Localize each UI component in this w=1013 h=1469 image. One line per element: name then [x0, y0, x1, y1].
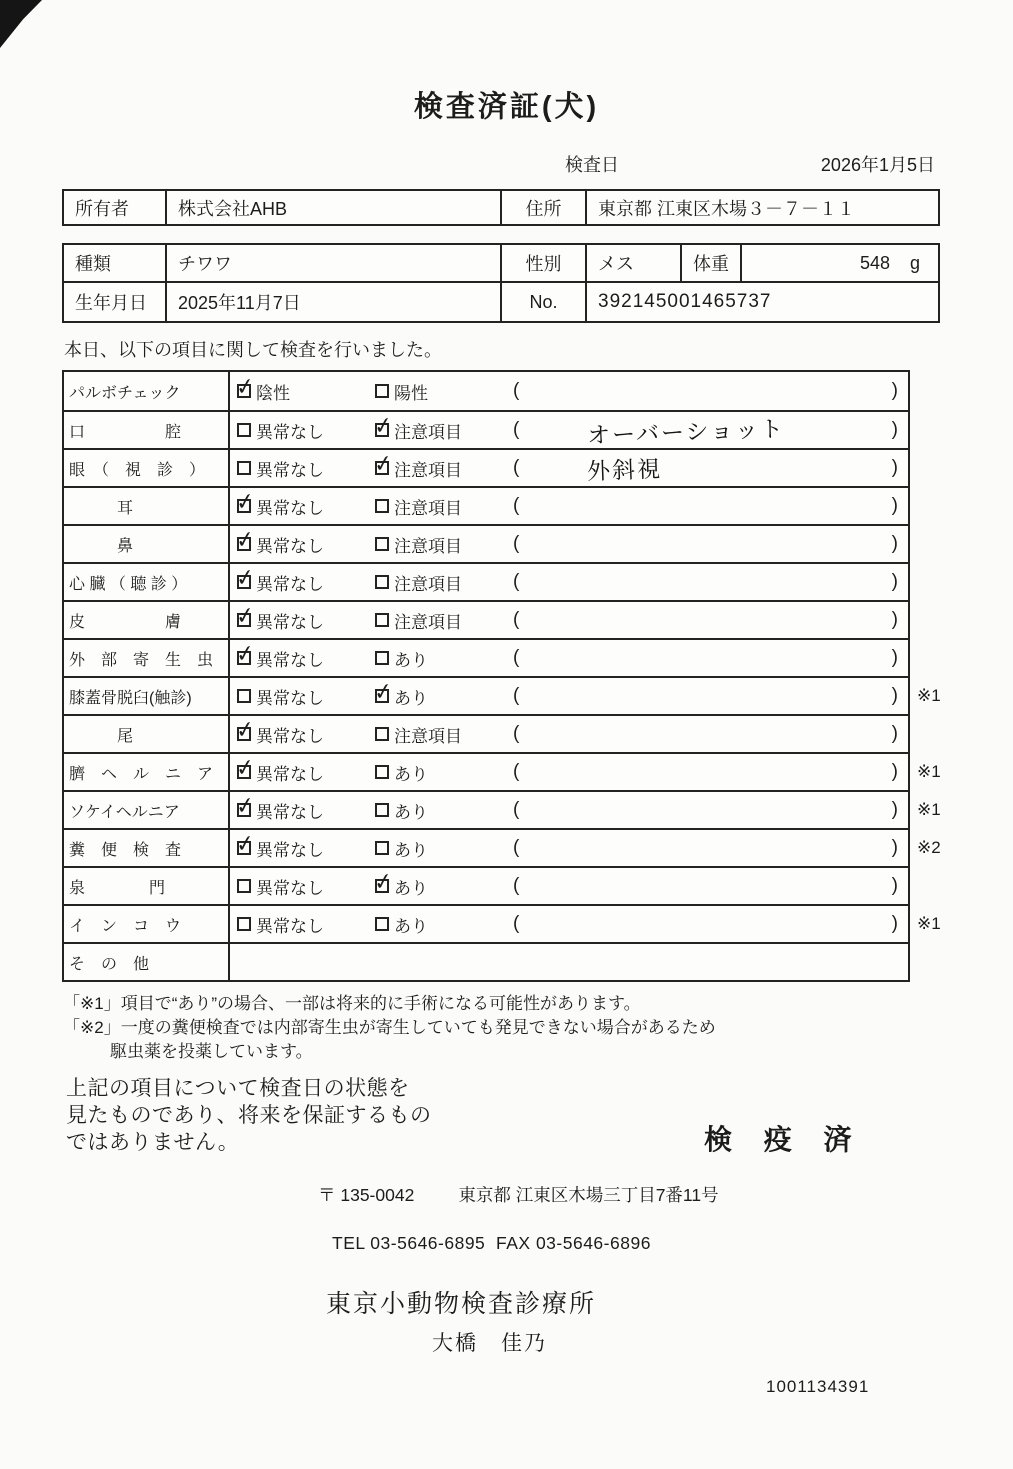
row-label: 鼻: [64, 526, 230, 562]
paren-field: [513, 450, 908, 486]
exam-row: [64, 486, 908, 524]
exam-row: [64, 714, 908, 752]
checkbox: [375, 689, 389, 703]
exam-row: [64, 752, 941, 790]
row-body: [230, 526, 908, 562]
paren-open: (: [513, 685, 520, 706]
owner-table: [62, 189, 940, 226]
weight-unit: g: [909, 252, 920, 273]
exam-option: [237, 912, 375, 937]
exam-option: [237, 798, 375, 823]
address-label: 住所: [502, 191, 587, 224]
clinic-tel-fax: TEL 03-5646-6895 FAX 03-5646-6896: [332, 1233, 651, 1254]
intro-text: 本日、以下の項目に関して検査を行いました。: [64, 340, 442, 360]
exam-row: [64, 904, 941, 942]
checkbox: [375, 917, 389, 931]
exam-row: [64, 790, 941, 828]
row-label: 口 腔: [64, 412, 230, 448]
row-label: ソケイヘルニア: [64, 792, 230, 828]
paren-field: [513, 754, 908, 790]
row-body: [230, 450, 908, 486]
footnote-line: 「※1」項目で“あり”の場合、一部は将来的に手術になる可能性があります。: [63, 994, 641, 1013]
checkbox: [375, 727, 389, 741]
row-label: 臍 ヘ ル ニ ア: [64, 754, 230, 790]
checkbox: [237, 917, 251, 931]
ref-mark: [910, 488, 952, 524]
paren-field: [513, 488, 908, 524]
exam-option: [375, 836, 513, 861]
row-body: [230, 602, 908, 638]
ref-mark: ※1: [917, 686, 941, 705]
option-label: 陰性: [256, 383, 290, 403]
disclaimer-text: [66, 1076, 1013, 1157]
checkbox: [237, 499, 251, 513]
row-label: 尾: [64, 716, 230, 752]
sex-value: メス: [587, 245, 682, 283]
exam-option: [375, 608, 513, 633]
paren-close: ): [891, 723, 898, 744]
paren-close: ): [891, 837, 898, 858]
pet-info-table: [62, 243, 940, 323]
option-label: 注意項目: [394, 460, 462, 480]
page-title: 検査済証(犬): [413, 91, 600, 123]
checkbox: [237, 879, 251, 893]
option-label: 注意項目: [394, 536, 462, 556]
option-label: あり: [394, 916, 428, 936]
exam-option: [375, 494, 513, 519]
clinic-postal-line: [318, 1182, 1013, 1207]
option-label: あり: [394, 802, 428, 822]
exam-row: [64, 638, 908, 676]
row-body: [230, 830, 908, 866]
row-label: 眼 （ 視 診 ）: [64, 450, 230, 486]
owner-value: 株式会社AHB: [167, 191, 502, 224]
checkbox: [237, 613, 251, 627]
paren-field: [513, 716, 908, 752]
disclaimer-line: 上記の項目について検査日の状態を: [66, 1077, 410, 1101]
clinic-address: 東京都 江東区木場三丁目7番11号: [458, 1185, 719, 1206]
row-body: [230, 564, 908, 600]
birthdate-value: 2025年11月7日: [167, 283, 502, 321]
paren-field: [513, 830, 908, 866]
exam-option: [375, 722, 513, 747]
serial-number: 1001134391: [766, 1377, 870, 1397]
ref-mark: ※1: [917, 800, 941, 819]
breed-value: チワワ: [167, 245, 502, 283]
quarantine-stamp: 検 疫 済: [704, 1124, 864, 1156]
paren-open: (: [513, 875, 520, 896]
checkbox: [237, 575, 251, 589]
exam-option: [375, 798, 513, 823]
exam-row: [64, 828, 941, 866]
no-label: No.: [502, 283, 587, 321]
row-label: 膝蓋骨脱臼(触診): [64, 678, 230, 714]
paren-open: (: [513, 457, 520, 478]
exam-option: [237, 608, 375, 633]
weight-value: 548: [859, 252, 890, 273]
exam-row: [64, 600, 908, 638]
paren-close: ): [891, 495, 898, 516]
paren-field: [513, 678, 908, 714]
checkbox: [237, 651, 251, 665]
option-label: 異常なし: [256, 612, 324, 632]
option-label: 異常なし: [256, 878, 324, 898]
row-body: [230, 792, 908, 828]
exam-row: [64, 942, 908, 980]
paren-open: (: [513, 647, 520, 668]
exam-option: [375, 684, 513, 709]
paren-field: [513, 412, 908, 448]
paren-field: [513, 372, 908, 410]
paren-field: [513, 792, 908, 828]
option-label: 異常なし: [256, 916, 324, 936]
option-label: 異常なし: [256, 498, 324, 518]
paren-close: ): [891, 380, 898, 401]
checkbox: [237, 803, 251, 817]
exam-option: [237, 646, 375, 671]
checkbox: [375, 765, 389, 779]
weight-cell: [742, 245, 938, 283]
checkbox: [375, 879, 389, 893]
exam-option: [237, 532, 375, 557]
option-label: あり: [394, 650, 428, 670]
disclaimer-line: ではありません。: [66, 1131, 240, 1155]
paren-open: (: [513, 723, 520, 744]
option-label: あり: [394, 688, 428, 708]
row-label: 心 臓 （ 聴 診 ）: [64, 564, 230, 600]
paren-close: ): [891, 533, 898, 554]
option-label: 注意項目: [394, 498, 462, 518]
ref-mark: [910, 944, 952, 980]
exam-option: [375, 379, 513, 404]
exam-option: [375, 532, 513, 557]
exam-option: [375, 646, 513, 671]
row-body: [230, 944, 908, 980]
exam-option: [237, 456, 375, 481]
option-label: 注意項目: [394, 422, 462, 442]
row-label: そ の 他: [64, 944, 230, 980]
checkbox: [375, 803, 389, 817]
paren-close: ): [891, 457, 898, 478]
row-body: [230, 754, 908, 790]
option-label: 異常なし: [256, 650, 324, 670]
option-label: あり: [394, 840, 428, 860]
clinic-name: 東京小動物検査診療所: [326, 1290, 597, 1319]
row-body: [230, 868, 908, 904]
paren-field: [513, 526, 908, 562]
row-body: [230, 640, 908, 676]
paren-field: [513, 640, 908, 676]
exam-row: [64, 410, 908, 448]
row-body: [230, 488, 908, 524]
clinic-person: 大橋 佳乃: [432, 1332, 547, 1356]
option-label: 異常なし: [256, 726, 324, 746]
paren-field: [513, 564, 908, 600]
exam-row: [64, 866, 908, 904]
paren-close: ): [891, 875, 898, 896]
checkbox: [375, 499, 389, 513]
weight-label: 体重: [682, 245, 742, 283]
exam-option: [237, 570, 375, 595]
option-label: 異常なし: [256, 688, 324, 708]
no-value: 392145001465737: [598, 291, 772, 312]
row-body: [230, 412, 908, 448]
checkbox: [375, 537, 389, 551]
footnote-line: 駆虫薬を投薬しています。: [110, 1042, 313, 1062]
checkbox: [237, 841, 251, 855]
exam-option: [375, 912, 513, 937]
checkbox: [237, 727, 251, 741]
paren-open: (: [513, 837, 520, 858]
exam-row: [64, 372, 908, 410]
checkbox: [237, 461, 251, 475]
paren-close: ): [891, 647, 898, 668]
exam-option: [375, 760, 513, 785]
option-label: 異常なし: [256, 536, 324, 556]
ref-mark: [910, 868, 952, 904]
exam-option: [237, 494, 375, 519]
exam-option: [237, 684, 375, 709]
exam-option: [237, 379, 375, 404]
checkbox: [375, 841, 389, 855]
option-label: 注意項目: [394, 726, 462, 746]
option-label: 異常なし: [256, 422, 324, 442]
checkbox: [375, 575, 389, 589]
option-label: 注意項目: [394, 612, 462, 632]
row-label: イ ン コ ウ: [64, 906, 230, 942]
ref-mark: [910, 602, 952, 638]
exam-option: [375, 456, 513, 481]
paren-open: (: [513, 533, 520, 554]
checkbox: [237, 689, 251, 703]
exam-option: [237, 836, 375, 861]
ref-mark: [910, 564, 952, 600]
paren-open: (: [513, 913, 520, 934]
paren-close: ): [891, 761, 898, 782]
option-label: 陽性: [394, 383, 428, 403]
sex-label: 性別: [502, 245, 587, 283]
checkbox: [237, 765, 251, 779]
exam-row: [64, 676, 941, 714]
ref-mark: [910, 372, 952, 410]
disclaimer-line: 見たものであり、将来を保証するもの: [66, 1104, 432, 1128]
owner-label: 所有者: [64, 191, 167, 224]
ref-mark: [910, 716, 952, 752]
paren-open: (: [513, 419, 520, 440]
inspection-date-value: 2026年1月5日: [820, 155, 935, 175]
row-body: [230, 678, 908, 714]
row-label: 皮 膚: [64, 602, 230, 638]
row-body: [230, 716, 908, 752]
footnote-line: 「※2」一度の糞便検査では内部寄生虫が寄生していても発見できない場合があるため: [63, 1018, 716, 1038]
checkbox: [375, 384, 389, 398]
exam-table: [62, 370, 941, 982]
option-label: 異常なし: [256, 574, 324, 594]
checkbox: [237, 384, 251, 398]
exam-option: [375, 570, 513, 595]
paren-field: [513, 906, 908, 942]
row-label: 外 部 寄 生 虫: [64, 640, 230, 676]
option-label: あり: [394, 764, 428, 784]
exam-option: [237, 760, 375, 785]
paren-close: ): [891, 609, 898, 630]
disclaimer-section: [66, 1076, 1013, 1172]
row-body: [230, 906, 908, 942]
row-label: パルボチェック: [64, 372, 230, 410]
exam-row: [64, 448, 908, 486]
row-label: 耳: [64, 488, 230, 524]
ref-mark: ※2: [917, 838, 941, 857]
row-body: [230, 372, 908, 410]
paren-close: ): [891, 913, 898, 934]
option-label: あり: [394, 878, 428, 898]
paren-field: [513, 602, 908, 638]
checkbox: [375, 423, 389, 437]
paren-open: (: [513, 799, 520, 820]
ref-mark: [910, 450, 952, 486]
checkbox: [375, 461, 389, 475]
ref-mark: [910, 640, 952, 676]
inspection-date-label: 検査日: [565, 155, 619, 175]
paren-note: 外斜視: [586, 455, 663, 484]
row-label: 糞 便 検 査: [64, 830, 230, 866]
checkbox: [375, 651, 389, 665]
breed-label: 種類: [64, 245, 167, 283]
checkbox: [237, 423, 251, 437]
paren-open: (: [513, 609, 520, 630]
exam-option: [237, 722, 375, 747]
exam-option: [237, 874, 375, 899]
clinic-postal-code: 〒 135-0042: [318, 1185, 415, 1206]
exam-option: [237, 418, 375, 443]
ref-mark: [910, 526, 952, 562]
row-label: 泉 門: [64, 868, 230, 904]
option-label: 異常なし: [256, 840, 324, 860]
option-label: 異常なし: [256, 460, 324, 480]
option-label: 異常なし: [256, 802, 324, 822]
ref-mark: ※1: [917, 762, 941, 781]
exam-option: [375, 418, 513, 443]
paren-close: ): [891, 419, 898, 440]
exam-row: [64, 524, 908, 562]
checkbox: [375, 613, 389, 627]
birthdate-label: 生年月日: [64, 283, 167, 321]
inspection-date-line: [565, 151, 935, 177]
paren-close: ): [891, 685, 898, 706]
checkbox: [237, 537, 251, 551]
paren-open: (: [513, 761, 520, 782]
ref-mark: ※1: [917, 914, 941, 933]
paren-open: (: [513, 495, 520, 516]
paren-open: (: [513, 380, 520, 401]
exam-row: [64, 562, 908, 600]
paren-note: オーバーショット: [586, 415, 786, 448]
paren-close: ): [891, 799, 898, 820]
exam-option: [375, 874, 513, 899]
footnotes: [63, 992, 1013, 1064]
option-label: 異常なし: [256, 764, 324, 784]
paren-close: ): [891, 571, 898, 592]
paren-open: (: [513, 571, 520, 592]
address-value: 東京都 江東区木場３－７－１１: [598, 198, 855, 219]
paren-field: [513, 868, 908, 904]
option-label: 注意項目: [394, 574, 462, 594]
ref-mark: [910, 412, 952, 448]
